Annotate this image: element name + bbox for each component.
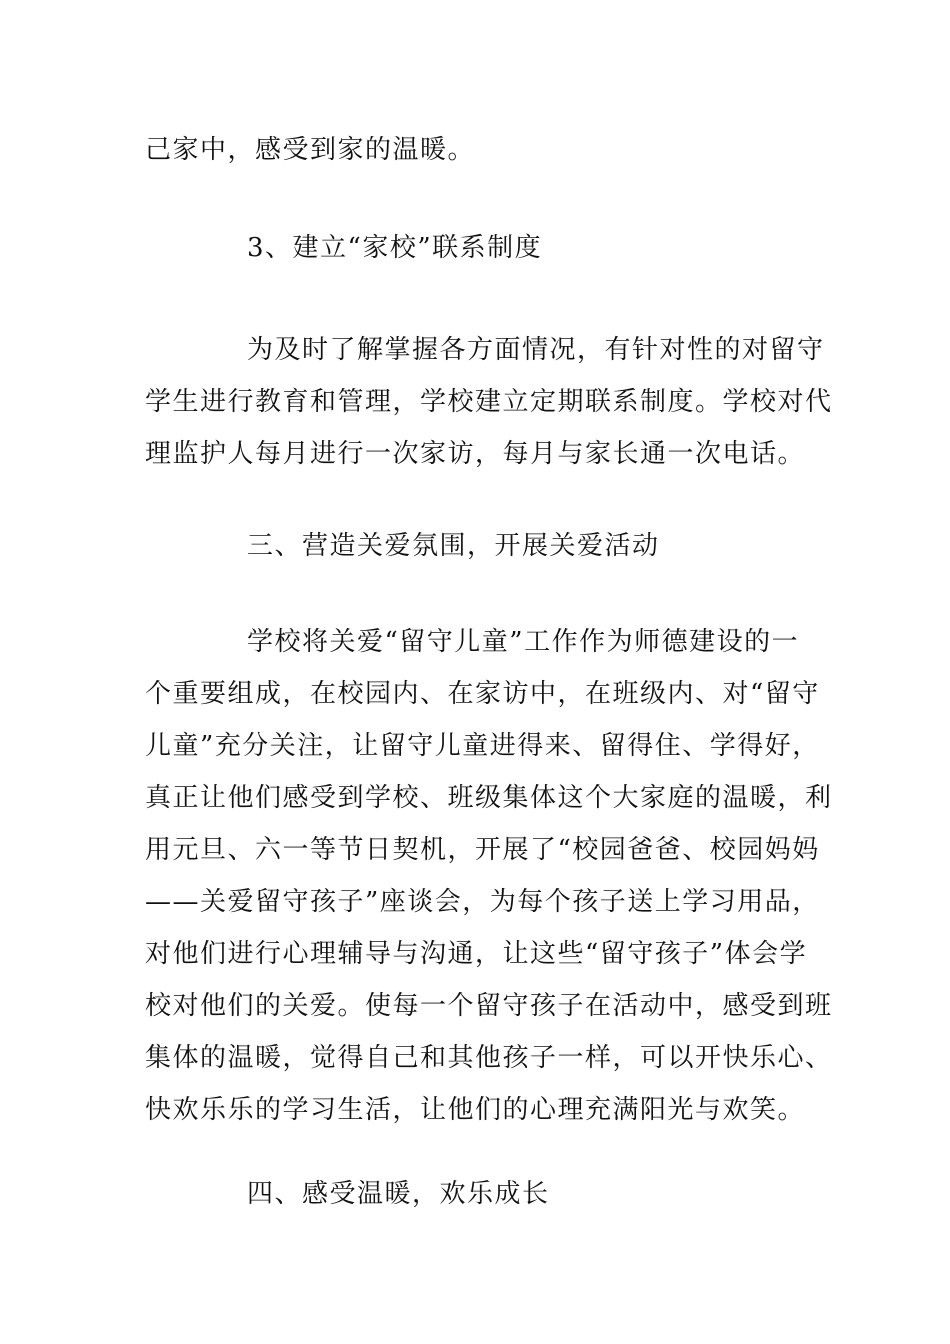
paragraph-line: 对他们进行心理辅导与沟通，让这些“留守孩子”体会学 bbox=[145, 939, 808, 969]
paragraph-line: ——关爱留守孩子”座谈会，为每个孩子送上学习用品， bbox=[145, 887, 820, 917]
paragraph-line: 集体的温暖，觉得自己和其他孩子一样，可以开快乐心、 bbox=[145, 1043, 833, 1073]
paragraph-line: 校对他们的关爱。使每一个留守孩子在活动中，感受到班 bbox=[145, 991, 833, 1021]
section-heading-4-text: 四、感受温暖，欢乐成长 bbox=[247, 1179, 550, 1209]
paragraph-line: 理监护人每月进行一次家访，每月与家长通一次电话。 bbox=[145, 439, 806, 469]
paragraph-line: 真正让他们感受到学校、班级集体这个大家庭的温暖，利 bbox=[145, 783, 833, 813]
paragraph-line: 为及时了解掌握各方面情况，有针对性的对留守 bbox=[247, 335, 825, 365]
contact-paragraph bbox=[145, 324, 833, 480]
section-heading-3 bbox=[145, 520, 810, 572]
section-heading-4 bbox=[145, 1168, 810, 1220]
paragraph-line: 快欢乐乐的学习生活，让他们的心理充满阳光与欢笑。 bbox=[145, 1095, 806, 1125]
paragraph-line: 己家中，感受到家的温暖。 bbox=[145, 135, 476, 165]
paragraph-line: 个重要组成，在校园内、在家访中，在班级内、对“留守 bbox=[145, 679, 820, 709]
continuation-paragraph bbox=[145, 124, 810, 176]
paragraph-line: 学校将关爱“留守儿童”工作作为师德建设的一 bbox=[247, 627, 800, 657]
paragraph-line: 用元旦、六一等节日契机，开展了“校园爸爸、校园妈妈 bbox=[145, 835, 820, 865]
subheading-3 bbox=[145, 222, 810, 274]
subheading-3-text: 3、建立“家校”联系制度 bbox=[247, 233, 543, 263]
paragraph-line: 儿童”充分关注，让留守儿童进得来、留得住、学得好， bbox=[145, 731, 820, 761]
paragraph-line: 学生进行教育和管理，学校建立定期联系制度。学校对代 bbox=[145, 387, 833, 417]
section-heading-3-text: 三、营造关爱氛围，开展关爱活动 bbox=[247, 531, 660, 561]
care-paragraph bbox=[145, 616, 833, 1136]
